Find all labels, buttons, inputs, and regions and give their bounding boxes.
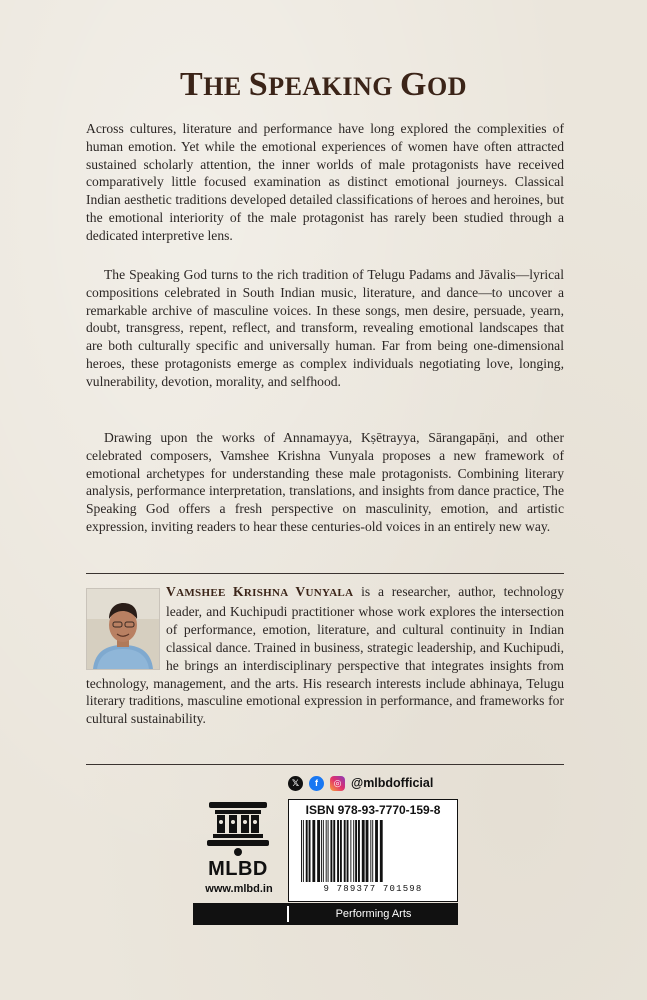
- x-icon: 𝕏: [288, 776, 303, 791]
- barcode-bar: [309, 820, 311, 882]
- social-handles: [288, 774, 433, 792]
- barcode-bar: [330, 820, 332, 882]
- barcode-bar: [380, 820, 383, 882]
- barcode-bar: [358, 820, 360, 882]
- blurb-paragraph-2: The Speaking God turns to the rich tradition of Telugu Padams and Jāvalis—lyrical compositions celebrated in South Indian music, literature, and dance—to uncover a remarkable archive of masculine voices. In these songs, men desire, persuade, yearn, doubt, transgress, repent, reflect, and transform, revealing emotional landscapes that are both culturally specific and universally human. Far from being one-dimensional heroes, these protagonists emerge as complex individuals negotiating love, longing, vulnerability, devotion, morality, and selfhood.: [86, 267, 564, 389]
- instagram-icon: ◎: [330, 776, 345, 791]
- barcode-bar: [321, 820, 322, 882]
- barcode-bar: [337, 820, 339, 882]
- barcode-bar: [344, 820, 346, 882]
- blurb-paragraph-3: Drawing upon the works of Annamayya, Kṣētrayya, Sārangapāṇi, and other celebrated composers, Vamshee Krishna Vunyala proposes a new framework of emotional archetypes for understanding these male protagonists. Combining literary analysis, performance interpretation, translations, and insights from dance practice, The Speaking God offers a fresh perspective on masculinity, emotion, and artistic expression, inviting readers to hear these centuries-old voices in an entirely new way.: [86, 430, 564, 534]
- isbn-digits: 9 789377 701598: [323, 884, 423, 894]
- barcode-bar: [312, 820, 315, 882]
- author-bio: VAMSHEE KRISHNA VUNYALA is a researcher, author, technology leader, and Kuchipudi practitioner whose work explores the intersection of performance, emotion, literature, and cultural continuity in Indian classical dance. Trained in business, strategic leadership, and Kuchipudi, he brings an interdisciplinary perspective that integrates insights from technology, management, and the arts. His research interests include abhinaya, Telugu literary traditions, masculine emotional expression in performance, and frameworks for cultural sustainability.: [86, 584, 565, 727]
- category-label: Performing Arts: [335, 908, 412, 920]
- barcode-bar: [303, 820, 304, 882]
- barcode-bar: [353, 820, 354, 882]
- barcode-bar: [317, 820, 320, 882]
- isbn-label: ISBN 978-93-7770-159-8: [305, 803, 441, 817]
- barcode-bar: [328, 820, 329, 882]
- author-name: VAMSHEE KRISHNA VUNYALA: [166, 584, 354, 599]
- barcode-bar: [362, 820, 365, 882]
- barcode-bar: [306, 820, 308, 882]
- barcode-bar: [350, 820, 351, 882]
- facebook-icon: f: [309, 776, 324, 791]
- barcode-bar: [347, 820, 349, 882]
- divider-top: [86, 573, 564, 574]
- barcode: [299, 820, 449, 882]
- publisher-website: www.mlbd.in: [205, 883, 273, 895]
- barcode-bar: [323, 820, 324, 882]
- blurb-paragraph-1: Across cultures, literature and performance have long explored the complexities of human emotion. Yet while the emotional experiences of women have often attracted sustained scholarly attention, the inner worlds of male protagonists have received comparatively little focused examination as distinct emotional journeys. Classical Indian aesthetic traditions developed detailed classifications of heroes and heroines, but the emotional interiority of the male protagonist has rarely been studied through a dedicated interpretive lens.: [86, 121, 564, 243]
- barcode-bar: [370, 820, 371, 882]
- barcode-bar: [326, 820, 327, 882]
- barcode-bar: [355, 820, 357, 882]
- barcode-bar: [372, 820, 373, 882]
- barcode-bar: [333, 820, 335, 882]
- isbn-barcode-box: [288, 799, 458, 902]
- barcode-bar: [375, 820, 378, 882]
- publisher-logo-text: MLBD: [208, 858, 268, 880]
- barcode-bar: [366, 820, 369, 882]
- barcode-bar: [340, 820, 342, 882]
- footer-bar: [193, 903, 458, 925]
- divider-bottom: [86, 764, 564, 765]
- social-handle: @mlbdofficial: [351, 776, 434, 790]
- barcode-bar: [301, 820, 302, 882]
- book-title: THE SPEAKING GOD: [180, 66, 467, 103]
